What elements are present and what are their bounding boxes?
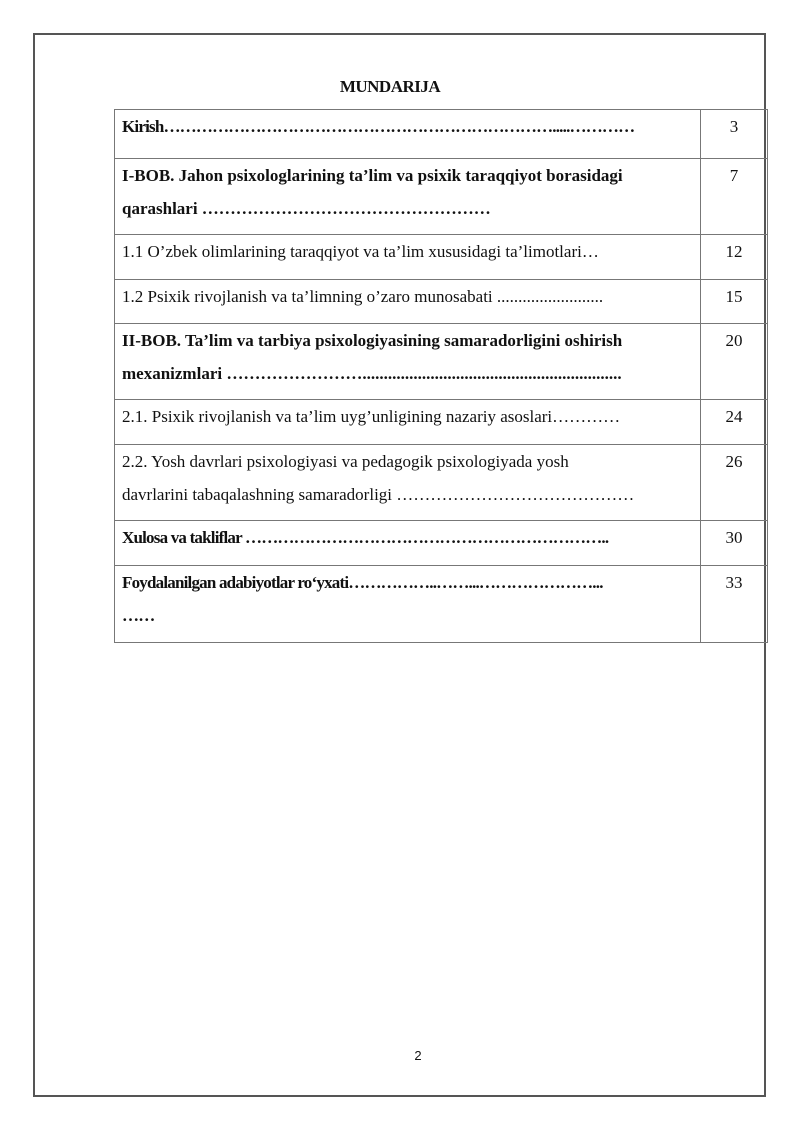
toc-entry-line: qarashlari …………………………………………… bbox=[122, 199, 491, 218]
toc-row-2-1 bbox=[115, 400, 768, 445]
page-title: MUNDARIJA bbox=[339, 77, 441, 96]
toc-entry-line: 2.2. Yosh davrlari psixologiyasi va pedagogik psixologiyada yosh bbox=[122, 452, 569, 471]
toc-entry-page: 15 bbox=[701, 280, 768, 324]
table-of-contents bbox=[114, 109, 768, 643]
toc-entry-page: 24 bbox=[701, 400, 768, 445]
toc-entry-page: 33 bbox=[701, 566, 768, 643]
toc-entry-line: 1.2 Psixik rivojlanish va ta’limning o’zaro munosabati ......................... bbox=[122, 287, 604, 306]
toc-row-bob2 bbox=[115, 324, 768, 400]
toc-entry-text bbox=[115, 235, 701, 280]
toc-row-xulosa bbox=[115, 521, 768, 566]
toc-entry-text bbox=[115, 521, 701, 566]
toc-entry-line: davrlarini tabaqalashning samaradorligi …………………………………… bbox=[122, 485, 635, 504]
toc-entry-page: 12 bbox=[701, 235, 768, 280]
toc-entry-text bbox=[115, 400, 701, 445]
toc-entry-text bbox=[115, 445, 701, 521]
toc-entry-page: 7 bbox=[701, 159, 768, 235]
toc-row-1-2 bbox=[115, 280, 768, 324]
toc-entry-text bbox=[115, 159, 701, 235]
toc-entry-line: mexanizmlari ……………………............................................................. bbox=[122, 364, 622, 383]
toc-entry-page: 3 bbox=[701, 110, 768, 159]
toc-row-2-2 bbox=[115, 445, 768, 521]
toc-entry-page: 26 bbox=[701, 445, 768, 521]
page-number: 2 bbox=[414, 1048, 422, 1063]
toc-entry-page: 20 bbox=[701, 324, 768, 400]
toc-entry-text bbox=[115, 566, 701, 643]
toc-entry-text bbox=[115, 324, 701, 400]
toc-entry-line: II-BOB. Ta’lim va tarbiya psixologiyasining samaradorligini oshirish bbox=[122, 331, 623, 350]
toc-row-adabiyotlar bbox=[115, 566, 768, 643]
toc-row-kirish bbox=[115, 110, 768, 159]
toc-entry-text bbox=[115, 280, 701, 324]
toc-entry-line: Xulosa va takliflar ………………………………………………………….. bbox=[122, 528, 609, 547]
toc-row-1-1 bbox=[115, 235, 768, 280]
toc-entry-line: Kirish……………………………………………………………….....………… bbox=[122, 117, 635, 136]
toc-entry-line: …… bbox=[122, 606, 155, 625]
toc-entry-line: Foydalanilgan adabiyotlar ro‘yxati……………..……...…………………... bbox=[122, 573, 603, 592]
toc-entry-line: I-BOB. Jahon psixologlarining ta’lim va psixik taraqqiyot borasidagi bbox=[122, 166, 623, 185]
toc-entry-line: 1.1 O’zbek olimlarining taraqqiyot va ta’lim xususidagi ta’limotlari… bbox=[122, 242, 599, 261]
toc-entry-text bbox=[115, 110, 701, 159]
toc-entry-page: 30 bbox=[701, 521, 768, 566]
toc-row-bob1 bbox=[115, 159, 768, 235]
toc-entry-line: 2.1. Psixik rivojlanish va ta’lim uyg’unligining nazariy asoslari………… bbox=[122, 407, 621, 426]
